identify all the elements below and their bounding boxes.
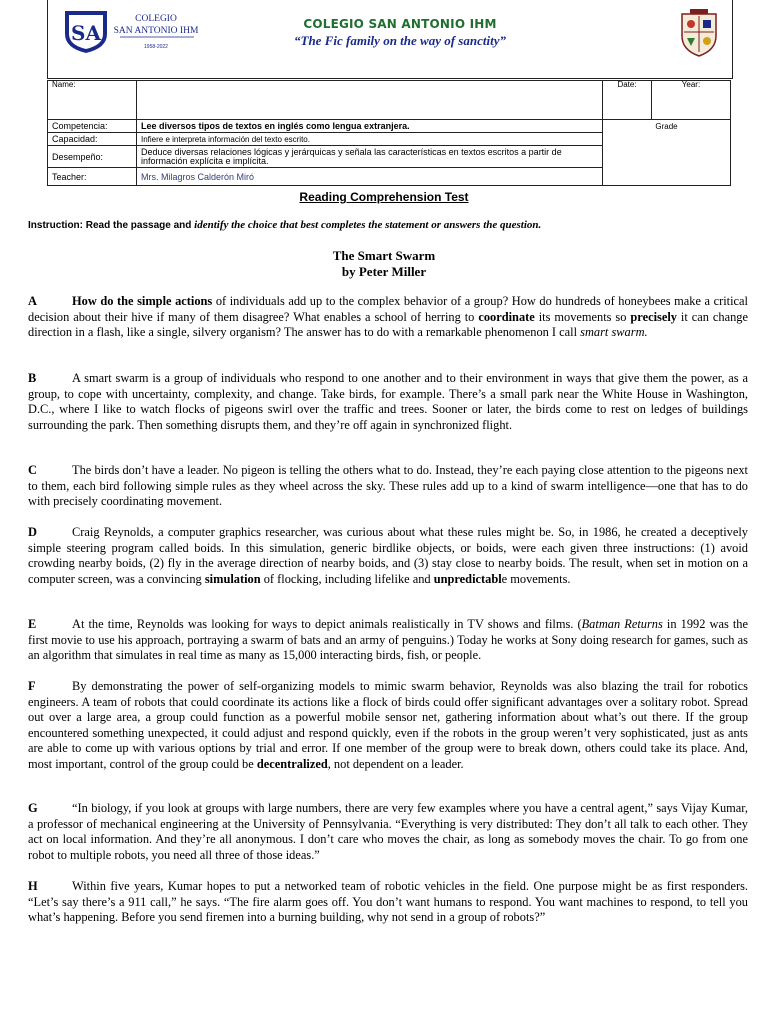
- paragraph-letter: B: [28, 371, 37, 385]
- paragraph-a: [28, 294, 748, 341]
- date-label: Date:: [603, 81, 652, 90]
- paragraph-text: How do the simple actions of individuals add up to the complex behavior of a group? How do hundreds of honeybees make a critical decision about their hive if many of them disagree? What enables a school of herring to coordinate its movements so precisely it can change direction in a flash, like a single, silvery organism? The answer has to do with a remarkable phenomenon I call smart swarm.: [28, 294, 748, 339]
- paragraph-text: At the time, Reynolds was looking for ways to depict animals realistically in TV shows and films. (Batman Returns in 1992 was the first movie to use his approach, portraying a swarm of bats and an army of penguins.) Today he works at Sony doing research for games, such as an algorithm that simulates in real time as many as 15,000 interacting birds, fish, or people.: [28, 617, 748, 662]
- school-motto: “The Fic family on the way of sanctity”: [294, 33, 506, 48]
- instruction-emphasis: identify the choice that best completes the statement or answers the question.: [194, 219, 542, 231]
- paragraph-d: [28, 525, 748, 587]
- name-field[interactable]: [137, 81, 603, 90]
- desempeno-label: Desempeño:: [48, 146, 137, 168]
- logo-year: 1958-2022: [144, 44, 168, 50]
- crest-icon: [678, 8, 720, 58]
- date-field[interactable]: [603, 90, 652, 120]
- instruction: [28, 219, 748, 231]
- teacher-value: Mrs. Milagros Calderón Miró: [137, 168, 603, 186]
- competencia-value: Lee diversos tipos de textos en inglés como lengua extranjera.: [137, 120, 603, 133]
- paragraph-e: [28, 617, 748, 664]
- paragraph-text: “In biology, if you look at groups with large numbers, there are very few examples where you have a central agent,” says Vijay Kumar, a professor of mechanical engineering at the University of Pennsylvania. “Everything is very distributed: They don’t all talk to each other. They act on local information. And they’re all anonymous. I don’t care who moves the chair, as long as somebody moves the chair. To go from one robot to multiple robots, you need all three of those ideas.”: [28, 801, 748, 862]
- paragraph-g: [28, 801, 748, 863]
- school-name: COLEGIO SAN ANTONIO IHM: [303, 17, 497, 31]
- grade-label: Grade: [603, 120, 731, 186]
- paragraph-letter: H: [28, 879, 38, 893]
- logo-text-line1: COLEGIO: [135, 14, 177, 24]
- paragraph-text: By demonstrating the power of self-organizing models to mimic swarm behavior, Reynolds was also blazing the trail for robotics engineers. A team of robots that could coordinate its actions like a flock of birds could offer significant advantages over a solitary robot. Spread out over a large area, a group could function as a powerful mobile sensor net, gathering information about what’s out there. If the group encountered something unexpected, it could adjust and respond quickly, even if the robots in the group weren’t very sophisticated, just as ants are able to come up with various options by trial and error. If one member of the group were to break down, others could take its place. And, most important, control of the group could be decentralized, not dependent on a leader.: [28, 679, 748, 771]
- student-info-table: [47, 80, 731, 186]
- paragraph-text: Within five years, Kumar hopes to put a networked team of robotic vehicles in the field. One purpose might be as first responders. “Let’s say there’s a 911 call,” he says. “The fire alarm goes off. You don’t want humans to respond. You want machines to respond, to tell you what’s happening. Before you send firemen into a burning building, why not send in a group of robots?”: [28, 879, 748, 924]
- capacidad-value: Infiere e interpreta información del texto escrito.: [137, 133, 603, 146]
- instruction-lead: Instruction: Read the passage and: [28, 220, 192, 231]
- paragraph-f: [28, 679, 748, 772]
- year-field[interactable]: [652, 90, 731, 120]
- name-label: Name:: [48, 81, 137, 90]
- paragraph-c: [28, 463, 748, 510]
- year-label: Year:: [652, 81, 731, 90]
- capacidad-label: Capacidad:: [48, 133, 137, 146]
- story-author: by Peter Miller: [341, 264, 427, 279]
- paragraph-letter: F: [28, 679, 36, 693]
- paragraph-text: Craig Reynolds, a computer graphics researcher, was curious about what these rules might be. So, in 1986, he created a deceptively simple steering program called boids. In this simulation, generic birdlike objects, or boids, were each given three instructions: (1) avoid crowding nearby boids, (2) fly in the average direction of nearby boids, and (3) stay close to nearby boids. The result, when set in motion on a computer screen, was a convincing simulation of flocking, including lifelike and unpredictable movements.: [28, 525, 748, 586]
- logo-text-line2: SAN ANTONIO IHM: [113, 26, 199, 36]
- paragraph-letter: D: [28, 525, 37, 539]
- test-title: Reading Comprehension Test: [299, 190, 469, 204]
- paragraph-letter: C: [28, 463, 37, 477]
- paragraph-letter: G: [28, 801, 38, 815]
- teacher-label: Teacher:: [48, 168, 137, 186]
- logo-initials: SA: [71, 21, 101, 45]
- paragraph-text: The birds don’t have a leader. No pigeon is telling the others what to do. Instead, they’re each paying close attention to the pigeons next to them, each bird following simple rules as they wheel across the sky. These rules add up to a kind of swarm intelligence—one that has to do with precisely coordinating movement.: [28, 463, 748, 508]
- paragraph-letter: E: [28, 617, 37, 631]
- paragraph-text: A smart swarm is a group of individuals who respond to one another and to their environment in ways that give them the power, as a group, to cope with uncertainty, complexity, and change. Take birds, for example. There’s a small park near the White House in Washington, D.C., where I like to watch flocks of pigeons swirl over the traffic and trees. Sooner or later, the birds come to rest on ledges of buildings surrounding the park. Then something disrupts them, and they’re off again in synchronized flight.: [28, 371, 748, 432]
- paragraph-h: [28, 879, 748, 926]
- story-title: The Smart Swarm: [332, 248, 436, 263]
- name-input-area[interactable]: [137, 90, 603, 120]
- desempeno-value: Deduce diversas relaciones lógicas y jerárquicas y señala las características en textos escritos a partir de información explícita e implícita.: [137, 146, 603, 168]
- paragraph-letter: A: [28, 294, 37, 308]
- competencia-label: Competencia:: [48, 120, 137, 133]
- paragraph-b: [28, 371, 748, 433]
- school-logo: [62, 8, 212, 54]
